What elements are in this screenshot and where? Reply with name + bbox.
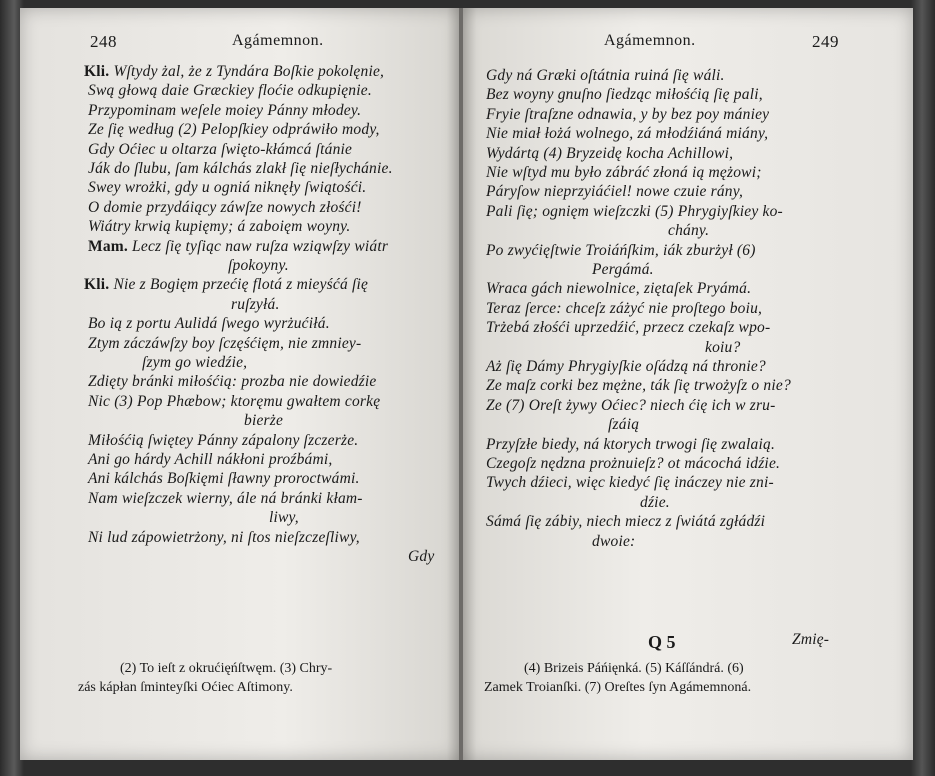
verse-text: ſzym go wiedźie, xyxy=(142,354,248,371)
right-text-line: koiu? xyxy=(705,338,741,356)
left-text-line xyxy=(228,256,289,275)
verse-text: Bo ią z portu Aulidá ſwego wyrżućiłá. xyxy=(88,315,330,333)
verse-text: Lecz ſię tyſiąc naw ruſza wziąwſzy wiátr xyxy=(132,237,389,255)
left-text-line xyxy=(88,120,380,139)
right-text-line: Przyſzłe biedy, ná ktorych trwogi ſię zwalaią. xyxy=(486,435,776,453)
verse-text: Nic (3) Pop Phæbow; ktoręmu gwałtem corkę xyxy=(88,392,381,410)
right-text-line: Twych dźieci, więc kiedyć ſię ináczey nie zni- xyxy=(486,474,774,492)
left-text-line xyxy=(88,334,361,353)
right-text-line: Wraca gách niewolnice, ziętaſek Pryámá. xyxy=(486,280,752,298)
left-text-line xyxy=(88,198,362,217)
verse-text: Ani go hárdy Achill nákłoni proźbámi, xyxy=(88,451,333,468)
left-text-line xyxy=(88,81,372,100)
left-text-line xyxy=(244,411,283,430)
right-footnote-1: (4) Brizeis Páńięnká. (5) Káſſándrá. (6) xyxy=(524,661,744,676)
verse-text: Swey wrożki, gdy u ogniá niknęły ſwiątośći. xyxy=(88,179,367,197)
right-text-line: Czegoſz nędzna prożnuieſz? ot mácochá idźie. xyxy=(486,455,781,472)
right-text-line: Nie wſtyd mu było zábráć złoná ią mężowi; xyxy=(486,164,762,181)
right-text-line: Nie miał łożá wolnego, zá młodźiáná miány, xyxy=(486,125,769,143)
verse-text: bierże xyxy=(244,412,284,430)
verse-text: O domie przydáiący záwſze nowych złośći! xyxy=(88,198,362,216)
left-text-line xyxy=(408,547,434,566)
right-text-line: Pali ſię; ognięm wieſzczki (5) Phrygiyſkiey ko- xyxy=(486,202,783,220)
running-head-right: Agámemnon. xyxy=(604,32,696,49)
left-text-line xyxy=(88,237,388,256)
right-text-line: Gdy ná Græki oſtátnia ruiná ſię wáli. xyxy=(486,67,725,84)
left-footnote-2: zás kápłan ſminteyſki Oćiec Aſtimony. xyxy=(78,680,293,695)
verse-text: Gdy xyxy=(408,548,435,565)
right-text-line: dwoie: xyxy=(592,532,636,550)
right-text-line: Bez woyny gnuſno ſiedząc miłośćią ſię pali, xyxy=(486,86,763,104)
verse-text: Wſtydy żal, że z Tyndára Boſkie pokolęnie, xyxy=(113,63,385,80)
speaker-label: Mam. xyxy=(88,237,128,255)
left-text-line xyxy=(269,508,299,527)
left-text-line xyxy=(84,62,384,81)
left-text-line xyxy=(88,528,360,547)
left-text-line xyxy=(88,489,363,508)
right-text-line: Páryſow nieprzyiáćiel! nowe czuie rány, xyxy=(486,183,744,201)
left-text-line xyxy=(88,140,352,159)
right-text-line: Ze (7) Oreſt żywy Oćiec? niech ćię ich w zru- xyxy=(486,396,776,414)
signature-mark: Q 5 xyxy=(648,632,676,652)
left-footnote-1: (2) To ieſt z okrućięńſtwęm. (3) Chry- xyxy=(120,661,333,676)
left-text-line xyxy=(88,450,332,469)
speaker-label: Kli. xyxy=(84,63,110,80)
verse-text: Ztym záczáwſzy boy ſczęśćięm, nie zmniey- xyxy=(88,334,362,352)
verse-text: Nam wieſzczek wierny, ále ná bránki kłam- xyxy=(88,489,363,507)
verse-text: Zdięty bránki miłośćią: prozba nie dowiedźie xyxy=(88,373,377,391)
right-text-line: Sámá ſię zábiy, niech miecz z ſwiátá zgłádźi xyxy=(486,513,766,531)
left-text-line xyxy=(88,217,350,236)
right-text-line: Ze maſz corki bez mężne, ták ſię trwożyſz o nie? xyxy=(486,377,791,395)
verse-text: ſpokoyny. xyxy=(228,257,289,274)
right-footnote-2: Zamek Troianſki. (7) Oreſtes ſyn Agámemnoná. xyxy=(484,680,752,695)
right-text-line: Fryie ſtraſzne odnawia, y by bez poy mániey xyxy=(486,105,770,123)
verse-text: Ják do ſlubu, ſam kálchás zlakł ſię nieſłychánie. xyxy=(88,160,393,177)
left-text-line xyxy=(88,178,366,197)
left-text-line xyxy=(88,372,377,391)
verse-text: Ani kálchás Boſkięmi ſławny proroctwámi. xyxy=(88,470,360,488)
left-text-line xyxy=(142,353,247,372)
left-text-line xyxy=(88,392,380,411)
verse-text: Ni lud zápowietrżony, ni ſtos nieſzczeſliwy, xyxy=(88,528,360,546)
verse-text: Ze ſię według (2) Pelopſkiey odpráwiło mody, xyxy=(88,121,380,139)
verse-text: Gdy Oćiec u oltarza ſwięto-kłámcá ſtánie xyxy=(88,140,353,158)
right-text-line: Po zwyćięſtwie Troiáńſkim, iák zburżył (6) xyxy=(486,241,756,259)
speaker-label: Kli. xyxy=(84,276,110,294)
verse-text: liwy, xyxy=(269,509,299,527)
right-text-line: dźie. xyxy=(640,493,670,511)
right-text-line: Teraz ſerce: chceſz záżyć nie proſtego boiu, xyxy=(486,299,763,317)
verse-text: Swą głową daie Græckiey floćie odkupięnie. xyxy=(88,82,372,100)
right-text-line: ſzáią xyxy=(608,416,640,434)
verse-text: ruſzyłá. xyxy=(231,295,280,313)
catchword-right: Zmię- xyxy=(792,631,830,648)
left-text-line xyxy=(88,431,358,450)
verse-text: Nie z Bogięm przećię flotá z mieyśćá ſię xyxy=(113,276,369,294)
verse-text: Przypominam weſele moiey Pánny młodey. xyxy=(88,101,362,119)
left-text-line xyxy=(88,159,393,178)
right-text-line: Aż ſię Dámy Phrygiyſkie oſádzą ná thronie? xyxy=(486,358,766,375)
right-text-line: chány. xyxy=(668,222,710,240)
left-text-line xyxy=(88,469,360,488)
left-text-line xyxy=(88,314,330,333)
left-text-line xyxy=(231,295,280,314)
verse-text: Miłośćią ſwiętey Pánny zápalony ſzczerże. xyxy=(88,431,359,449)
page-number-right: 249 xyxy=(812,32,839,51)
page-number-left: 248 xyxy=(90,32,117,51)
right-text-line: Pergámá. xyxy=(592,261,654,278)
verse-text: Wiátry krwią kupięmy; á zaboięm woyny. xyxy=(88,218,351,236)
right-text-line: Wydártą (4) Bryzeidę kocha Achillowi, xyxy=(486,144,734,162)
left-text-line xyxy=(88,101,361,120)
left-text-line xyxy=(84,275,368,294)
running-head-left: Agámemnon. xyxy=(232,32,324,49)
right-text-line: Trżebá złośći uprzedźić, przecz czekaſz wpo- xyxy=(486,319,771,337)
